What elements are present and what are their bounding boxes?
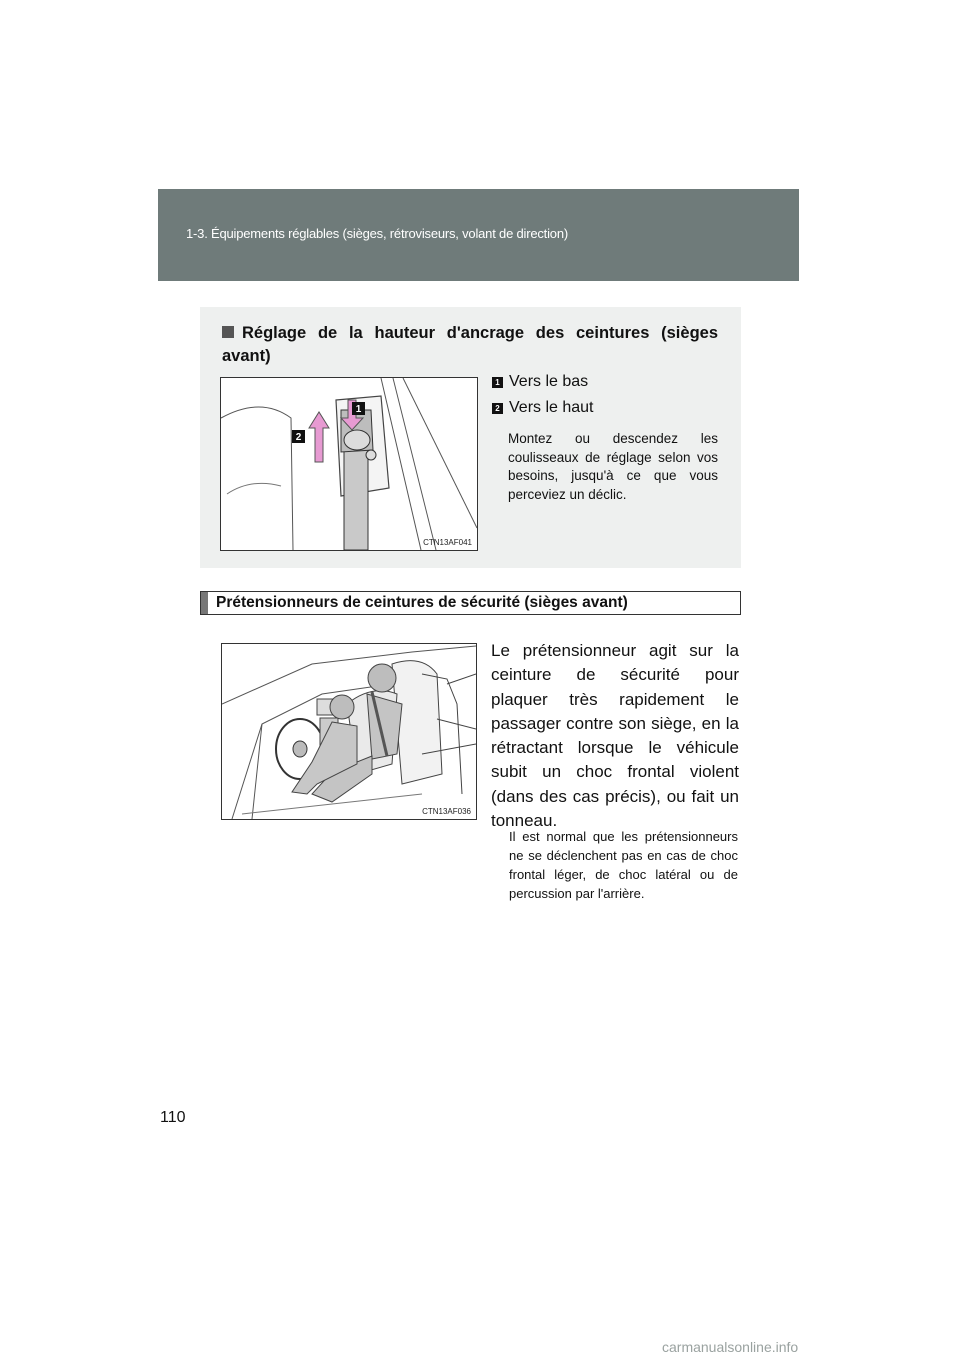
step-up — [492, 399, 594, 417]
svg-text:2: 2 — [295, 432, 302, 443]
belt-anchor-adjust-panel — [200, 307, 741, 568]
section-header-band — [158, 189, 799, 281]
pretensioner-section-heading — [200, 591, 741, 615]
pretensioner-note: Il est normal que les prétensionneurs ne se déclenchent pas en cas de choc frontal léger, de choc latéral ou de percussion par l'arrière. — [509, 829, 738, 901]
car-interior-drawing — [222, 644, 476, 819]
svg-text:1: 1 — [355, 404, 362, 415]
adjust-note: Montez ou descendez les coulisseaux de réglage selon vos besoins, jusqu'à ce que vous perceviez un déclic. — [508, 431, 718, 502]
figure-code: CTN13AF041 — [423, 538, 472, 547]
section-title: Prétensionneurs de ceintures de sécurité (sièges avant) — [216, 594, 628, 611]
belt-anchor-illustration — [220, 377, 478, 551]
heading-tab-marker — [201, 592, 208, 614]
section-header-title: 1-3. Équipements réglables (sièges, rétroviseurs, volant de direction) — [186, 226, 568, 241]
step-label: Vers le haut — [509, 399, 594, 416]
step-label: Vers le bas — [509, 373, 589, 390]
pretensioner-description: Le prétensionneur agit sur la ceinture de sécurité pour plaquer très rapidement le passager contre son siège, en la rétractant lorsque le véhicule subit un choc frontal violent (dans des cas précis), ou fait un tonneau. — [491, 641, 739, 831]
step-number-badge: 2 — [492, 403, 503, 414]
panel-title — [222, 322, 718, 368]
belt-anchor-drawing — [221, 378, 477, 550]
square-bullet-icon — [222, 326, 234, 338]
pretensioner-illustration — [221, 643, 477, 820]
step-number-badge: 1 — [492, 377, 503, 388]
page-number: 110 — [160, 1109, 186, 1126]
figure-code: CTN13AF036 — [422, 807, 471, 816]
step-down — [492, 373, 588, 391]
panel-title-text: Réglage de la hauteur d'ancrage des ceintures (sièges avant) — [222, 324, 718, 365]
watermark: carmanualsonline.info — [662, 1339, 799, 1355]
